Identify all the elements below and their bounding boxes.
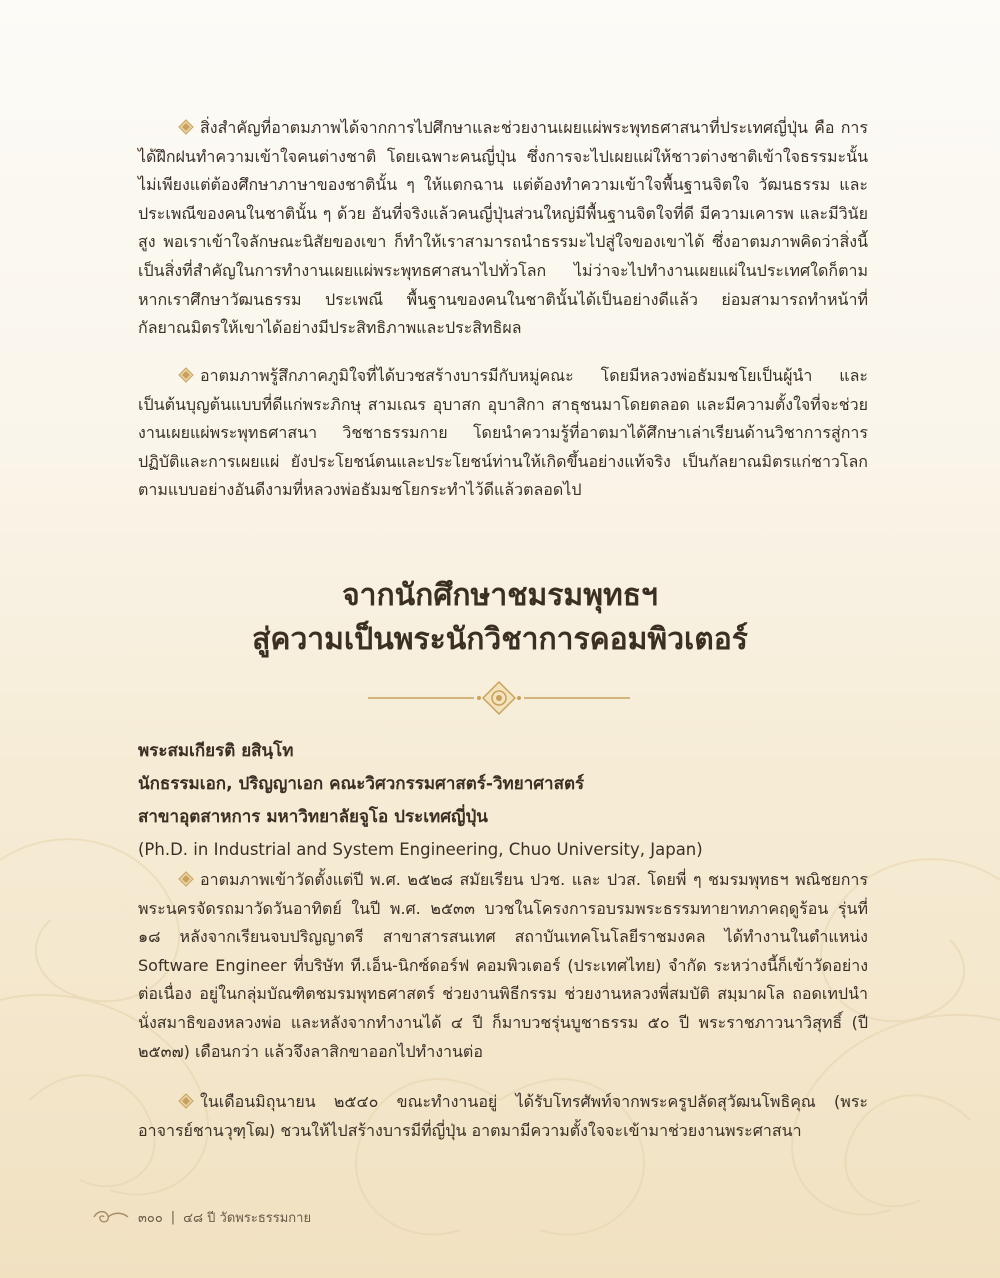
author-title-2: สาขาอุตสาหการ มหาวิทยาลัยจูโอ ประเทศญี่ปุ่น [138, 807, 488, 827]
author-title-1: นักธรรมเอก, ปริญญาเอก คณะวิศวกรรมศาสตร์-วิทยาศาสตร์ [138, 774, 585, 794]
paragraph-pride-text: อาตมภาพรู้สึกภาคภูมิใจที่ได้บวชสร้างบารมีกับหมู่คณะ โดยมีหลวงพ่อธัมมชโยเป็นผู้นำ และเป็นต้นบุญต้นแบบที่ดีแก่พระภิกษุ สามเณร อุบาสก อุบาสิกา สาธุชนมาโดยตลอด และมีความตั้งใจที่จะช่วยงานเผยแผ่พระพุทธศาสนา วิชชาธรรมกาย โดยนำความรู้ที่อาตมาได้ศึกษาเล่าเรียนด้านวิชาการสู่การปฏิบัติและการเผยแผ่ ยังประโยชน์ตนและประโยชน์ท่านให้เกิดขึ้นอย่างแท้จริง เป็นกัลยาณมิตรแก่ชาวโลกตามแบบอย่างอันดีงามที่หลวงพ่อธัมมชโยกระทำไว้ดีแล้วตลอดไป [138, 366, 868, 500]
author-name: พระสมเกียรติ ยสินฺโท [138, 741, 294, 761]
diamond-bullet-icon [178, 367, 194, 383]
book-title: ๔๘ ปี วัดพระธรรมกาย [183, 1210, 312, 1226]
author-degree-english: (Ph.D. in Industrial and System Engineering, Chuo University, Japan) [138, 840, 703, 859]
article-paragraph-2-text: ในเดือนมิถุนายน ๒๕๔๐ ขณะทำงานอยู่ ได้รับโทรศัพท์จากพระครูปลัดสุวัฒนโพธิคุณ (พระอาจารย์ชานวุฑฺโฒ) ชวนให้ไปสร้างบารมีที่ญี่ปุ่น อาตมามีความตั้งใจจะเข้ามาช่วยงานพระศาสนา [138, 1092, 868, 1140]
article-paragraph-1-text: อาตมภาพเข้าวัดตั้งแต่ปี พ.ศ. ๒๕๒๘ สมัยเรียน ปวช. และ ปวส. โดยพี่ ๆ ชมรมพุทธฯ พณิชยการพระนครจัดรถมาวัดวันอาทิตย์ ในปี พ.ศ. ๒๕๓๓ บวชในโครงการอบรมพระธรรมทายาทภาคฤดูร้อน รุ่นที่ ๑๘ หลังจากเรียนจบปริญญาตรี สาขาสารสนเทศ สถาบันเทคโนโลยีราชมงคล ได้ทำงานในตำแหน่ง Software Engineer ที่บริษัท ที.เอ็น-นิกซ์ดอร์ฟ คอมพิวเตอร์ (ประเทศไทย) จำกัด ระหว่างนี้ก็เข้าวัดอย่างต่อเนื่อง อยู่ในกลุ่มบัณฑิตชมรมพุทธศาสตร์ ช่วยงานพิธีกรรม ช่วยงานหลวงพี่สมบัติ สมฺมาผโล ถอดเทปนำนั่งสมาธิของหลวงพ่อ และหลังจากทำงานได้ ๔ ปี ก็มาบวชรุ่นบูชาธรรม ๕๐ ปี พระราชภาวนาวิสุทธิ์ (ปี ๒๕๓๗) เดือนกว่า แล้วจึงลาสิกขาออกไปทำงานต่อ [138, 870, 868, 1061]
footer-separator: | [170, 1209, 176, 1225]
diamond-bullet-icon [178, 119, 194, 135]
diamond-bullet-icon [178, 1093, 194, 1109]
article-title-line-2: สู่ความเป็นพระนักวิชาการคอมพิวเตอร์ [252, 622, 748, 657]
swirl-ornament-icon [92, 1208, 130, 1226]
title-divider-ornament [368, 678, 630, 718]
diamond-bullet-icon [178, 871, 194, 887]
page-number: ๓๐๐ [138, 1210, 163, 1226]
article-paragraph-2 [138, 1088, 868, 1145]
page-footer [92, 1202, 311, 1232]
paragraph-intro [138, 114, 868, 343]
article-title-line-1: จากนักศึกษาชมรมพุทธฯ [342, 578, 658, 613]
paragraph-pride [138, 362, 868, 505]
paragraph-intro-text: สิ่งสำคัญที่อาตมภาพได้จากการไปศึกษาและช่วยงานเผยแผ่พระพุทธศาสนาที่ประเทศญี่ปุ่น คือ การได้ฝึกฝนทำความเข้าใจคนต่างชาติ โดยเฉพาะคนญี่ปุ่น ซึ่งการจะไปเผยแผ่ให้ชาวต่างชาติเข้าใจธรรมะนั้น ไม่เพียงแต่ต้องศึกษาภาษาของชาตินั้น ๆ ให้แตกฉาน แต่ต้องทำความเข้าใจพื้นฐานจิตใจ วัฒนธรรม และประเพณีของคนในชาตินั้น ๆ ด้วย อันที่จริงแล้วคนญี่ปุ่นส่วนใหญ่มีพื้นฐานจิตใจที่ดี มีความเคารพ และมีวินัยสูง พอเราเข้าใจลักษณะนิสัยของเขา ก็ทำให้เราสามารถนำธรรมะไปสู่ใจของเขาได้ ซึ่งอาตมภาพคิดว่าสิ่งนี้เป็นสิ่งที่สำคัญในการทำงานเผยแผ่พระพุทธศาสนาไปทั่วโลก ไม่ว่าจะไปทำงานเผยแผ่ในประเทศใดก็ตาม หากเราศึกษาวัฒนธรรม ประเพณี พื้นฐานของคนในชาตินั้นได้เป็นอย่างดีแล้ว ย่อมสามารถทำหน้าที่กัลยาณมิตรให้เขาได้อย่างมีประสิทธิภาพและประสิทธิผล [138, 118, 868, 338]
article-paragraph-1 [138, 866, 868, 1066]
